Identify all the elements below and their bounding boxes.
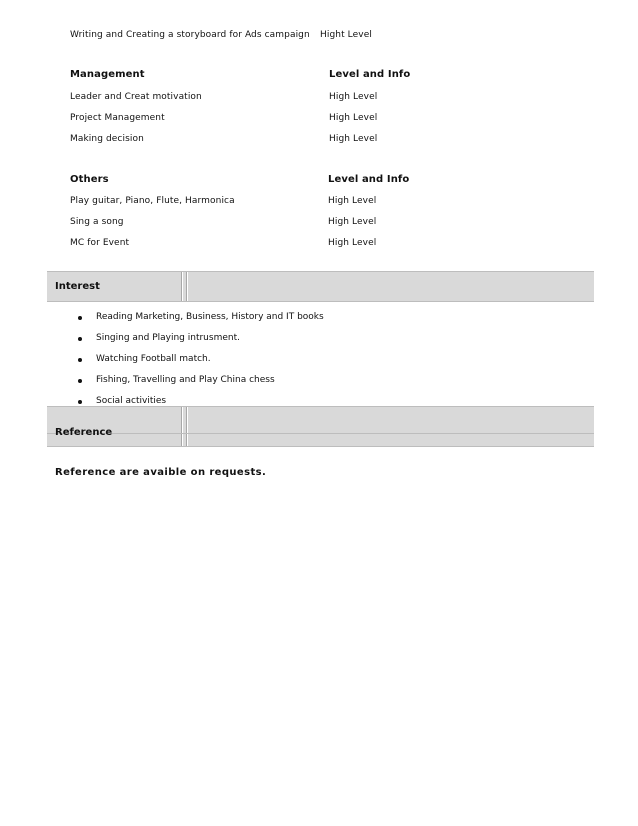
interest-item: Social activities <box>96 396 167 406</box>
management-skill: Project Management <box>70 113 165 123</box>
reference-title: Reference <box>55 427 113 438</box>
interest-item: Reading Marketing, Business, History and IT books <box>96 312 324 322</box>
management-level-heading: Level and Info <box>329 69 411 80</box>
others-level: High Level <box>328 217 377 227</box>
bullet-icon <box>78 358 82 362</box>
others-heading: Others <box>70 174 109 185</box>
skill-storyboard: Writing and Creating a storyboard for Ads campaign <box>70 30 310 40</box>
others-skill: Play guitar, Piano, Flute, Harmonica <box>70 196 235 206</box>
management-level: High Level <box>329 134 378 144</box>
management-level: High Level <box>329 92 378 102</box>
interest-item: Singing and Playing intrusment. <box>96 333 240 343</box>
management-heading: Management <box>70 69 145 80</box>
others-level: High Level <box>328 196 377 206</box>
interest-title: Interest <box>55 281 100 292</box>
others-level-heading: Level and Info <box>328 174 410 185</box>
interest-item: Fishing, Travelling and Play China chess <box>96 375 275 385</box>
reference-note: Reference are avaible on requests. <box>55 467 267 478</box>
management-skill: Making decision <box>70 134 144 144</box>
section-bar-divider <box>181 272 183 301</box>
bullet-icon <box>78 379 82 383</box>
interest-item: Watching Football match. <box>96 354 211 364</box>
section-bar-divider <box>181 407 183 446</box>
section-bar-divider <box>186 407 188 446</box>
interest-section-bar <box>47 271 594 302</box>
others-skill: MC for Event <box>70 238 130 248</box>
bullet-icon <box>78 400 82 404</box>
others-skill: Sing a song <box>70 217 124 227</box>
section-bar-divider <box>186 272 188 301</box>
bullet-icon <box>78 337 82 341</box>
section-bar-rule <box>47 433 594 434</box>
management-level: High Level <box>329 113 378 123</box>
others-level: High Level <box>328 238 377 248</box>
reference-section-bar <box>47 406 594 447</box>
management-skill: Leader and Creat motivation <box>70 92 202 102</box>
skill-storyboard-level: Hight Level <box>320 30 372 40</box>
bullet-icon <box>78 316 82 320</box>
